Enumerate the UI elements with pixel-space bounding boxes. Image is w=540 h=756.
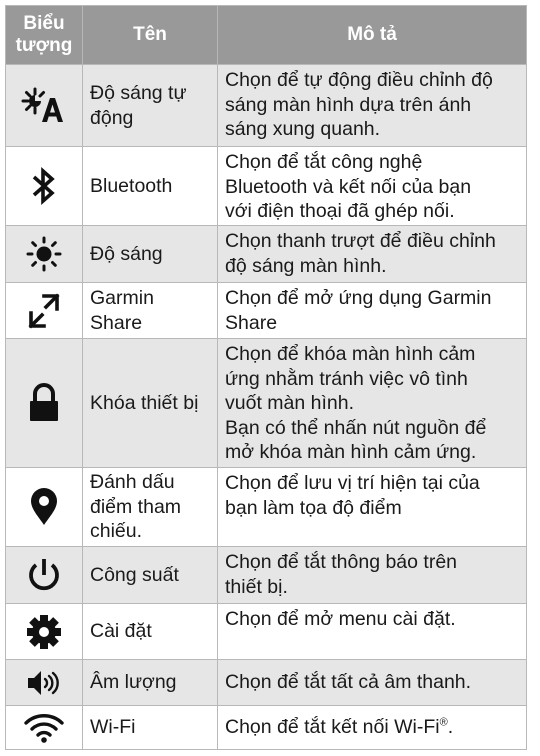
row-description: vuốt màn hình. (225, 392, 354, 414)
header-name-column: Tên (83, 6, 218, 65)
brightness-icon (24, 234, 64, 274)
table-row (6, 604, 527, 660)
row-name: Wi-Fi (90, 716, 136, 739)
table-row (6, 706, 527, 750)
table-row (6, 283, 527, 339)
auto-brightness-icon (20, 86, 68, 126)
row-description: Chọn để lưu vị trí hiện tại của (225, 472, 480, 494)
row-description: Bluetooth và kết nối của bạn (225, 175, 472, 198)
bluetooth-icon (29, 166, 59, 206)
row-description: sáng màn hình dựa trên ánh (225, 93, 472, 116)
row-description: Chọn để mở ứng dụng Garmin (225, 287, 492, 309)
row-description: thiết bị. (225, 575, 288, 598)
row-name: Độ sáng (90, 242, 163, 265)
row-description: Chọn để tắt tất cả âm thanh. (225, 671, 472, 694)
header-description-column: Mô tả (218, 6, 527, 65)
row-description: Chọn để khóa màn hình cảm (225, 343, 476, 365)
table-header-row (6, 6, 527, 65)
row-name: chiếu. (90, 520, 143, 543)
row-name: Khóa thiết bị (90, 391, 199, 414)
row-description: sáng xung quanh. (225, 118, 381, 140)
row-name: Cài đặt (90, 620, 152, 643)
row-description: ứng nhằm tránh việc vô tình (225, 367, 468, 390)
row-name: điểm tham (90, 495, 182, 518)
row-name: Đánh dấu (90, 471, 175, 494)
volume-icon (24, 667, 64, 699)
row-name: Share (90, 311, 143, 334)
row-description: Chọn thanh trượt để điều chỉnh (225, 230, 496, 252)
row-description: Chọn để tắt kết nối Wi-Fi (225, 716, 440, 739)
table-row (6, 660, 527, 706)
table-row (6, 226, 527, 283)
row-description: Bạn có thể nhấn nút nguồn để (225, 416, 487, 439)
gear-icon (24, 612, 64, 652)
row-name: Garmin (90, 287, 154, 309)
registered-mark: ® (439, 716, 448, 729)
row-description: độ sáng màn hình. (225, 254, 387, 277)
power-icon (24, 555, 64, 595)
row-description: Chọn để tắt công nghệ (225, 151, 423, 173)
row-description: Chọn để tự động điều chỉnh độ (225, 69, 493, 91)
table-row (6, 65, 527, 147)
row-name: Công suất (90, 563, 179, 586)
table-row (6, 468, 527, 547)
row-description: Chọn để mở menu cài đặt. (225, 608, 456, 630)
row-description-end: . (447, 716, 454, 739)
garmin-share-icon (24, 291, 64, 331)
row-description: mở khóa màn hình cảm ứng. (225, 441, 477, 463)
row-description: Chọn để tắt thông báo trên (225, 551, 458, 573)
row-name: Bluetooth (90, 174, 173, 197)
row-description: bạn làm tọa độ điểm (225, 496, 402, 519)
row-name: động (90, 106, 134, 129)
location-pin-icon (26, 485, 62, 529)
row-description: với điện thoại đã ghép nối. (225, 200, 455, 222)
lock-icon (24, 381, 64, 425)
row-name: Độ sáng tự (90, 82, 187, 104)
header-icon-column: Biểu tượng (6, 6, 83, 65)
control-icons-table (5, 5, 527, 750)
table-row (6, 547, 527, 604)
wifi-icon (22, 711, 66, 745)
table-row (6, 147, 527, 226)
row-description: Share (225, 311, 278, 334)
table-row (6, 339, 527, 468)
row-name: Âm lượng (90, 671, 177, 694)
